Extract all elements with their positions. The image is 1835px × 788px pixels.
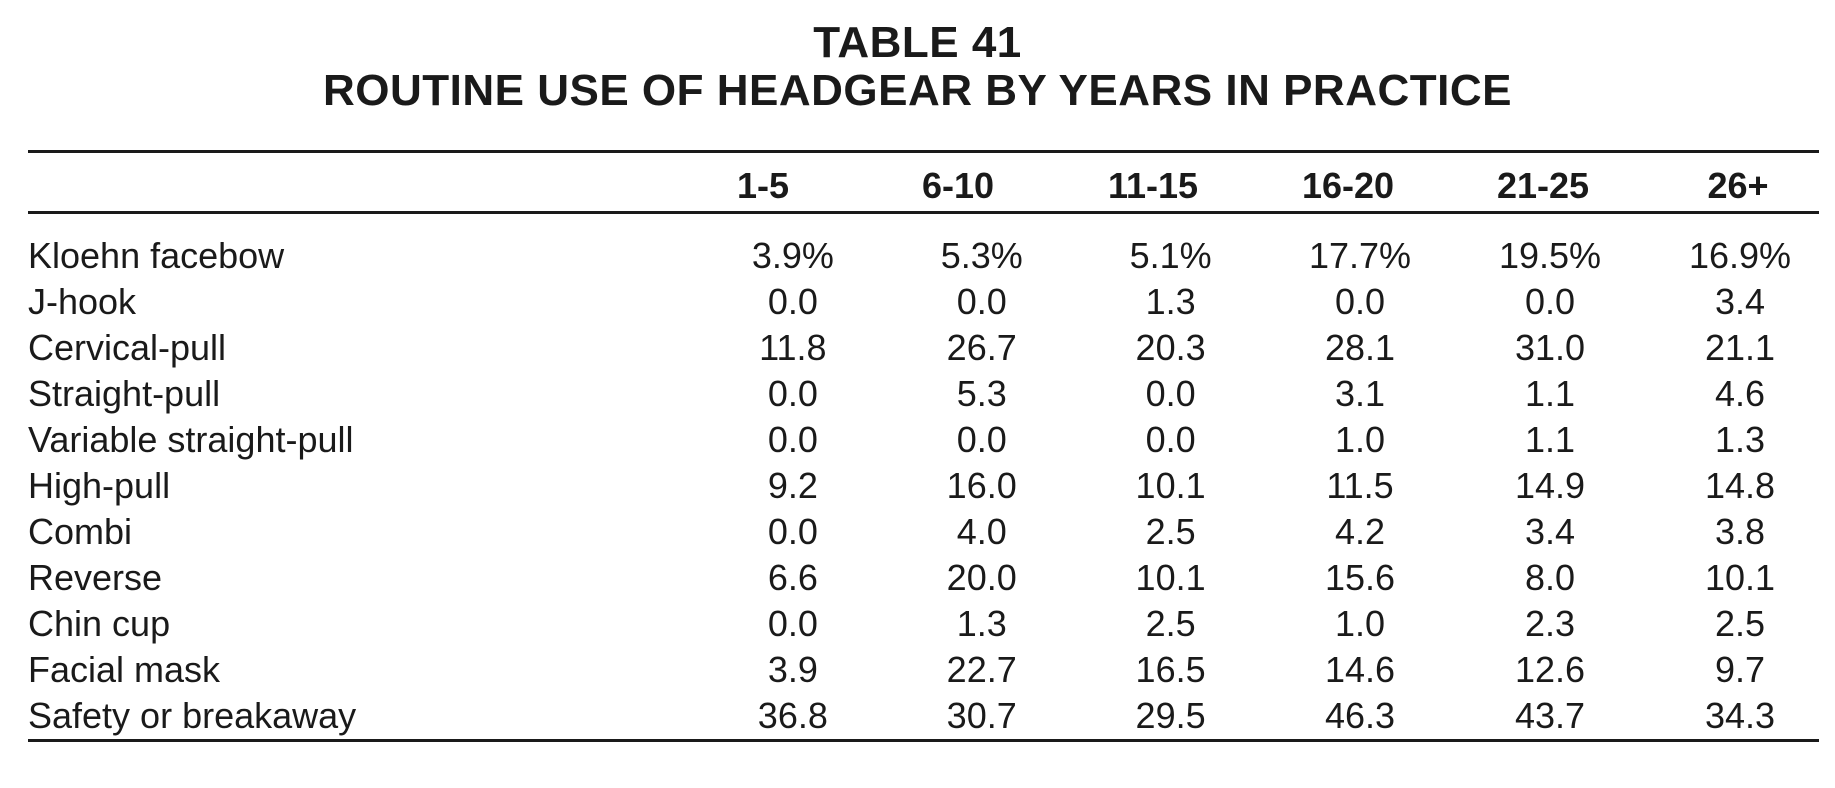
table-row bbox=[28, 279, 1835, 325]
table-cell: 9.7 bbox=[1714, 649, 1765, 690]
table-cell: 0.0 bbox=[1334, 281, 1386, 322]
table-cell: 26.7 bbox=[946, 327, 1017, 368]
table-cell: 34.3 bbox=[1704, 695, 1776, 736]
bottom-rule bbox=[28, 739, 1819, 742]
table-row bbox=[28, 463, 1835, 509]
table-cell: 16.9% bbox=[1688, 235, 1792, 276]
table-cell: 5.1% bbox=[1129, 235, 1212, 276]
header-rule bbox=[28, 211, 1819, 214]
table-row bbox=[28, 601, 1835, 647]
table-cell: 3.4 bbox=[1714, 281, 1765, 322]
table-cell: 6.6 bbox=[767, 557, 818, 598]
column-header: 11-15 bbox=[1107, 165, 1199, 206]
table-cell: 1.1 bbox=[1524, 419, 1575, 460]
row-label: Straight-pull bbox=[28, 373, 221, 414]
table-cell: 36.8 bbox=[757, 695, 828, 736]
table-cell: 17.7% bbox=[1308, 235, 1412, 276]
table-cell: 3.9% bbox=[751, 235, 834, 276]
row-label: Reverse bbox=[28, 557, 163, 598]
column-header: 21-25 bbox=[1496, 165, 1590, 206]
table-cell: 9.2 bbox=[767, 465, 818, 506]
table-cell: 16.5 bbox=[1135, 649, 1206, 690]
row-label: Chin cup bbox=[28, 603, 171, 644]
table-cell: 0.0 bbox=[767, 281, 818, 322]
table-cell: 10.1 bbox=[1135, 557, 1206, 598]
table-cell: 3.1 bbox=[1334, 373, 1386, 414]
row-label: Safety or breakaway bbox=[28, 695, 357, 736]
table-cell: 1.3 bbox=[956, 603, 1007, 644]
table-cell: 14.9 bbox=[1514, 465, 1586, 506]
table-row bbox=[28, 417, 1835, 463]
table-cell: 16.0 bbox=[946, 465, 1017, 506]
table-cell: 0.0 bbox=[1145, 419, 1196, 460]
table-cell: 4.2 bbox=[1334, 511, 1386, 552]
table-row bbox=[28, 555, 1835, 601]
table-cell: 15.6 bbox=[1324, 557, 1396, 598]
table-cell: 14.6 bbox=[1324, 649, 1396, 690]
table-cell: 0.0 bbox=[956, 281, 1007, 322]
table-row bbox=[28, 509, 1835, 555]
table-cell: 21.1 bbox=[1704, 327, 1776, 368]
data-table bbox=[28, 233, 1835, 739]
table-cell: 20.3 bbox=[1135, 327, 1206, 368]
table-cell: 11.5 bbox=[1326, 465, 1394, 506]
table-cell: 31.0 bbox=[1514, 327, 1586, 368]
row-label: High-pull bbox=[28, 465, 171, 506]
row-label: Cervical-pull bbox=[28, 327, 227, 368]
table-row bbox=[28, 647, 1835, 693]
row-label: Kloehn facebow bbox=[28, 235, 285, 276]
table-cell: 2.5 bbox=[1145, 511, 1196, 552]
table-cell: 22.7 bbox=[946, 649, 1017, 690]
table-cell: 1.3 bbox=[1714, 419, 1765, 460]
table-cell: 2.5 bbox=[1714, 603, 1765, 644]
table-cell: 4.6 bbox=[1714, 373, 1765, 414]
top-rule bbox=[28, 150, 1819, 153]
table-cell: 1.1 bbox=[1524, 373, 1575, 414]
table-cell: 1.3 bbox=[1145, 281, 1196, 322]
row-label: Combi bbox=[28, 511, 133, 552]
column-header: 16-20 bbox=[1301, 165, 1395, 206]
table-cell: 28.1 bbox=[1324, 327, 1396, 368]
column-header: 26+ bbox=[1707, 165, 1769, 206]
table-cell: 46.3 bbox=[1324, 695, 1396, 736]
column-header: 1-5 bbox=[736, 165, 790, 206]
table-cell: 1.0 bbox=[1334, 603, 1386, 644]
table-cell: 11.8 bbox=[759, 327, 827, 368]
table-cell: 0.0 bbox=[1145, 373, 1196, 414]
row-label: Variable straight-pull bbox=[28, 419, 354, 460]
table-cell: 12.6 bbox=[1514, 649, 1586, 690]
table-cell: 2.5 bbox=[1145, 603, 1196, 644]
table-cell: 29.5 bbox=[1135, 695, 1206, 736]
table-cell: 43.7 bbox=[1514, 695, 1586, 736]
table-cell: 4.0 bbox=[956, 511, 1007, 552]
table-cell: 3.9 bbox=[767, 649, 818, 690]
table-cell: 5.3% bbox=[940, 235, 1023, 276]
table-cell: 30.7 bbox=[946, 695, 1017, 736]
table-cell: 10.1 bbox=[1704, 557, 1776, 598]
table-cell: 19.5% bbox=[1498, 235, 1602, 276]
row-label: Facial mask bbox=[28, 649, 221, 690]
table-row bbox=[28, 233, 1835, 279]
table-cell: 0.0 bbox=[767, 419, 818, 460]
table-cell: 0.0 bbox=[956, 419, 1007, 460]
table-cell: 0.0 bbox=[767, 603, 818, 644]
table-cell: 20.0 bbox=[946, 557, 1017, 598]
table-cell: 3.8 bbox=[1714, 511, 1765, 552]
table-title: ROUTINE USE OF HEADGEAR BY YEARS IN PRACTICE bbox=[323, 66, 1512, 115]
table-cell: 0.0 bbox=[1524, 281, 1575, 322]
table-row bbox=[28, 693, 1835, 739]
row-label: J-hook bbox=[28, 281, 137, 322]
table-row bbox=[28, 325, 1835, 371]
table-cell: 1.0 bbox=[1334, 419, 1386, 460]
table-cell: 10.1 bbox=[1135, 465, 1206, 506]
table-title-number: TABLE 41 bbox=[813, 18, 1022, 67]
table-cell: 5.3 bbox=[956, 373, 1007, 414]
table-cell: 3.4 bbox=[1524, 511, 1575, 552]
table-cell: 0.0 bbox=[767, 373, 818, 414]
table-cell: 0.0 bbox=[767, 511, 818, 552]
table-row bbox=[28, 371, 1835, 417]
table-cell: 8.0 bbox=[1524, 557, 1575, 598]
column-header: 6-10 bbox=[921, 165, 995, 206]
table-body bbox=[28, 233, 1835, 739]
table-cell: 2.3 bbox=[1524, 603, 1575, 644]
table-cell: 14.8 bbox=[1704, 465, 1776, 506]
